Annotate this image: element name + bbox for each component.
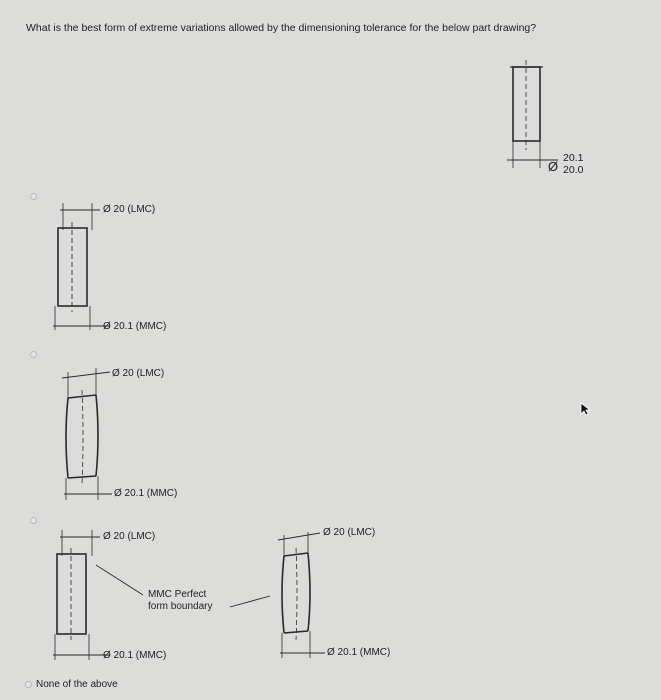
option-c-left-lmc-label: Ø 20 (LMC) <box>103 531 156 542</box>
option-c-left-mmc-label: Ø 20.1 (MMC) <box>103 650 167 661</box>
boundary-line-2: form boundary <box>148 601 213 612</box>
option-b-lmc-label: Ø 20 (LMC) <box>112 368 165 379</box>
option-b-mmc-label: Ø 20.1 (MMC) <box>114 488 178 499</box>
option-a-radio[interactable] <box>30 193 37 200</box>
option-c-right-drawing <box>230 532 325 658</box>
diameter-symbol: Ø <box>548 159 559 174</box>
option-a-mmc-label: Ø 20.1 (MMC) <box>103 321 167 332</box>
question-text: What is the best form of extreme variations allowed by the dimensioning tolerance for the below part drawing? <box>26 22 537 34</box>
part-drawing <box>507 60 558 168</box>
part-dimension <box>563 152 583 176</box>
option-b-radio[interactable] <box>30 351 37 358</box>
option-a-lmc-label: Ø 20 (LMC) <box>103 204 156 215</box>
boundary-line-1: MMC Perfect <box>148 589 207 600</box>
option-c-left-drawing <box>53 530 143 660</box>
option-d-label[interactable]: None of the above <box>36 679 118 690</box>
mouse-cursor-icon <box>580 402 592 416</box>
option-c-right-lmc-label: Ø 20 (LMC) <box>323 527 376 538</box>
option-a-drawing <box>53 203 110 330</box>
mmc-boundary-note <box>148 589 212 613</box>
dim-lower: 20.0 <box>563 164 584 176</box>
option-b-drawing <box>62 368 112 500</box>
option-c-right-mmc-label: Ø 20.1 (MMC) <box>327 647 391 658</box>
option-d-radio[interactable] <box>25 681 32 688</box>
option-c-radio[interactable] <box>30 517 37 524</box>
dim-upper: 20.1 <box>563 152 584 164</box>
